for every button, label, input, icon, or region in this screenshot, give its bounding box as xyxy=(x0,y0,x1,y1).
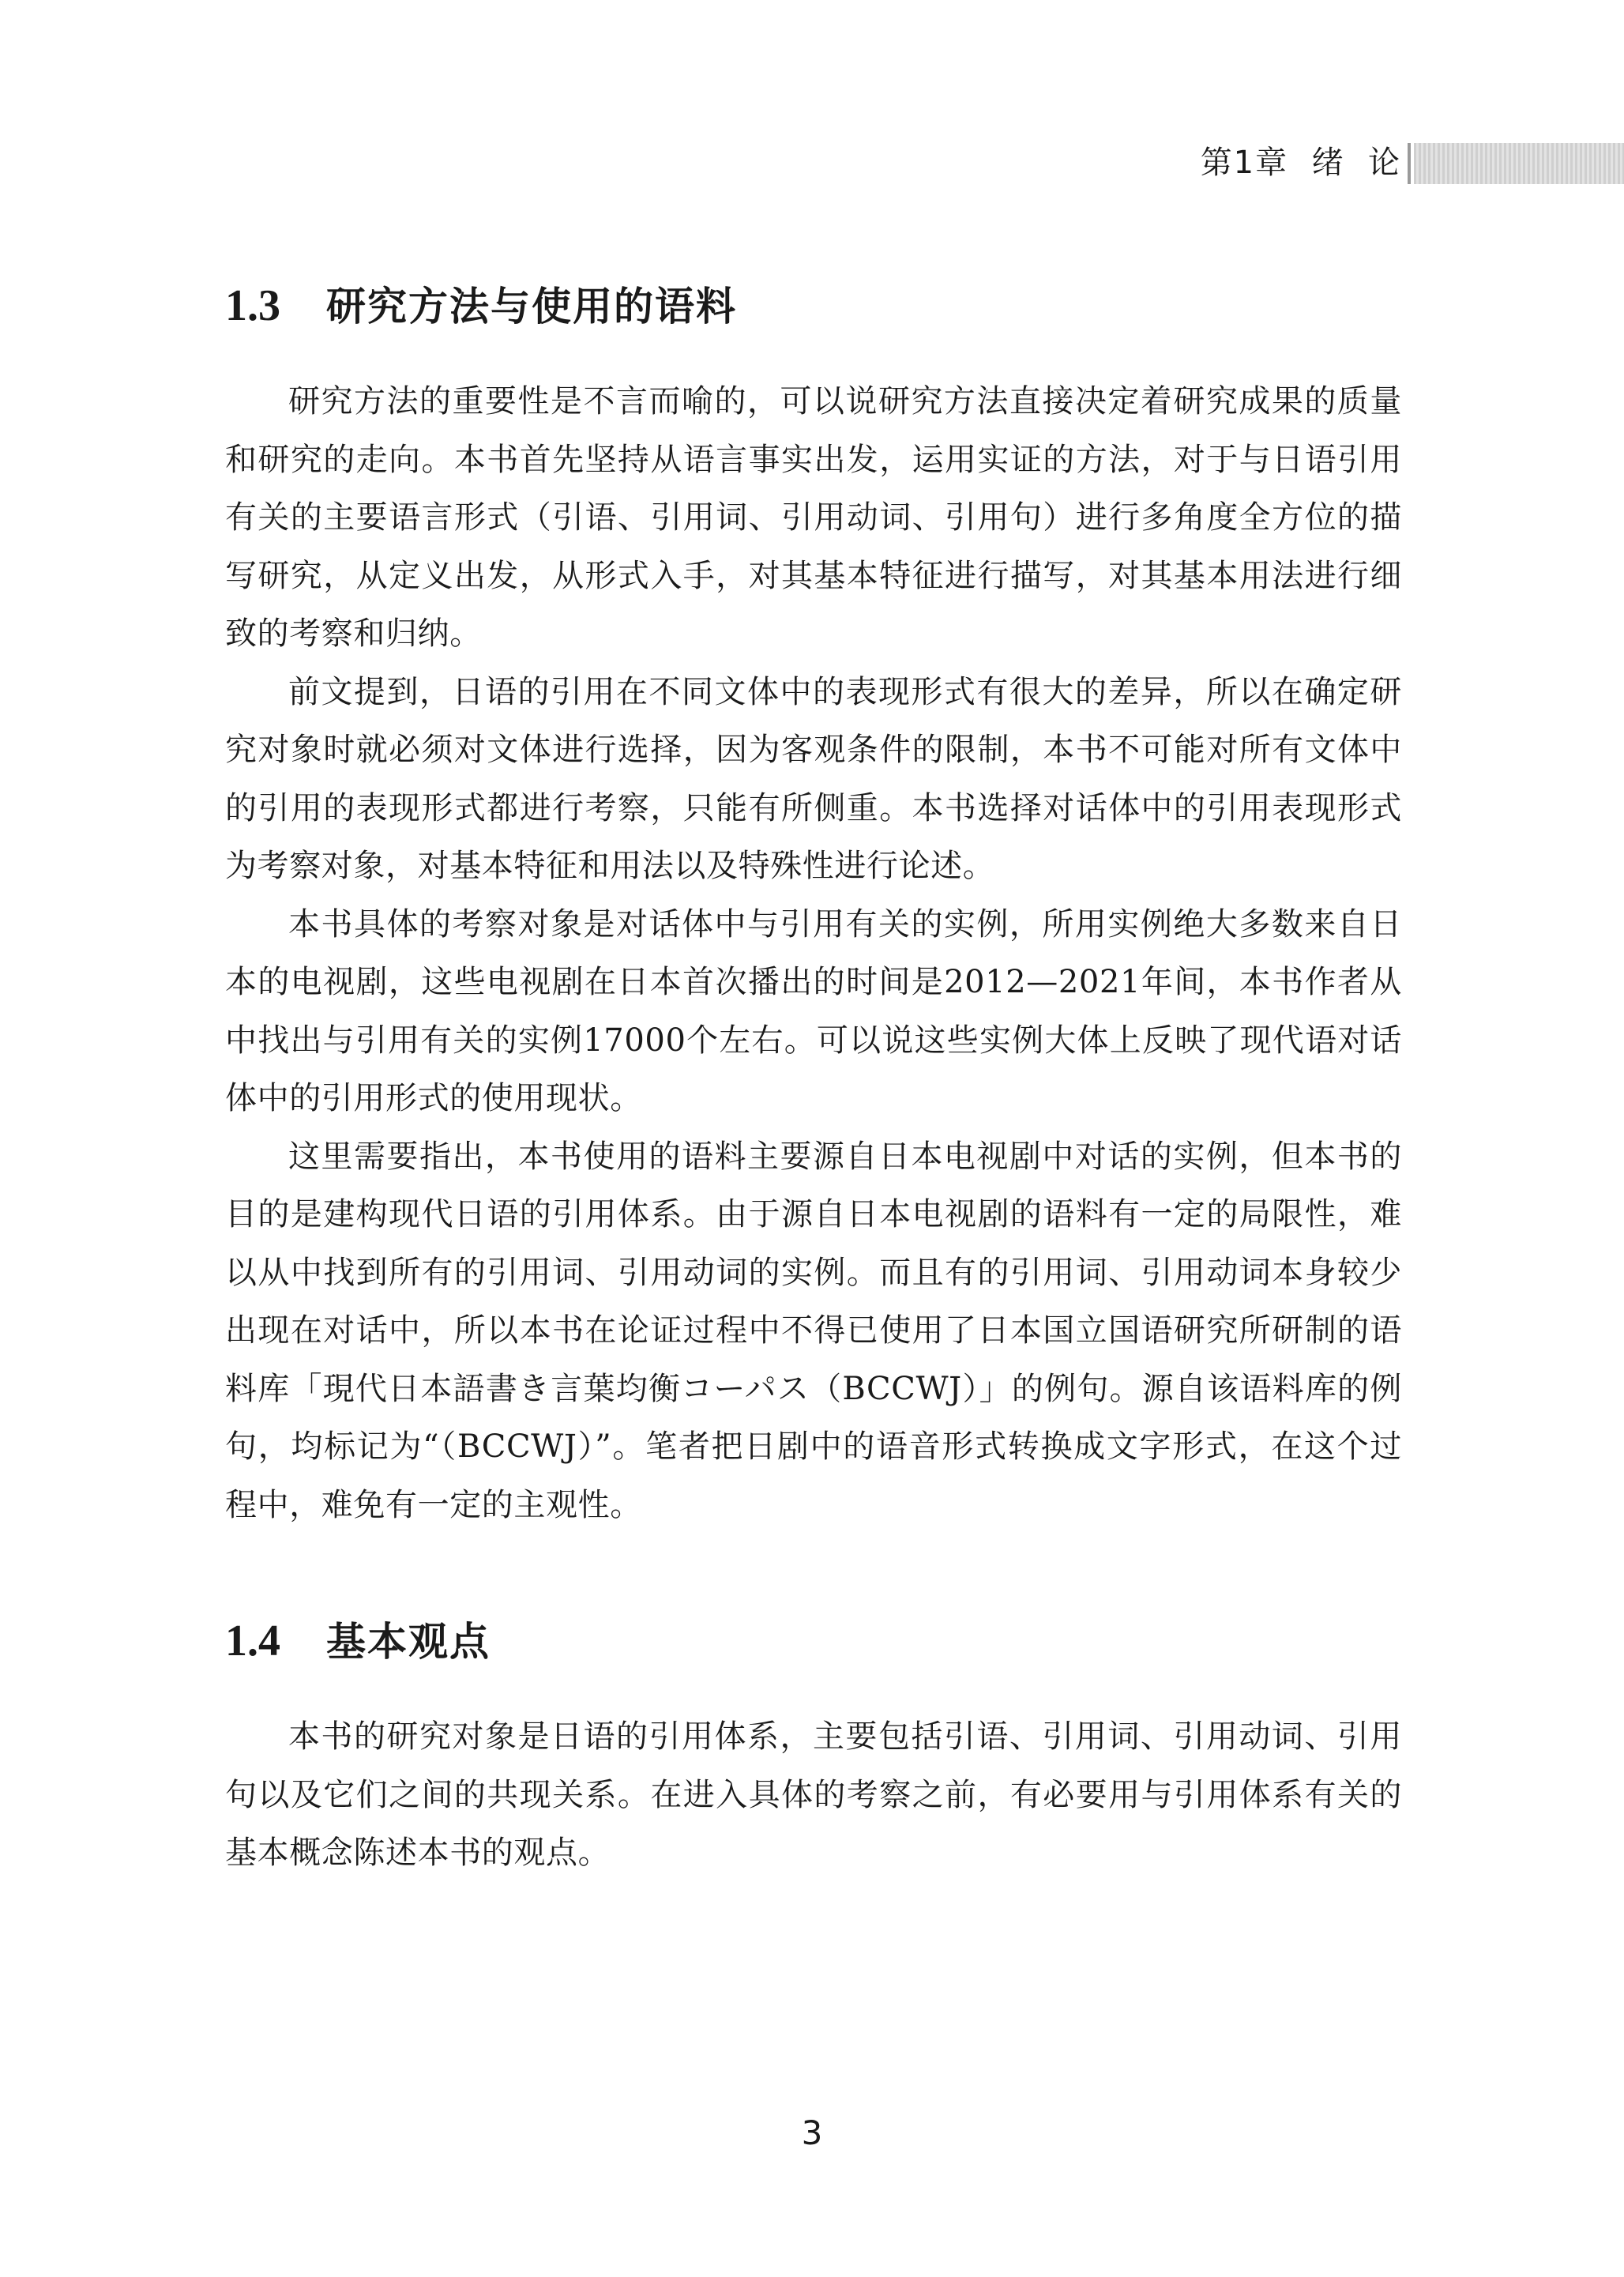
paragraph: 研究方法的重要性是不言而喻的，可以说研究方法直接决定着研究成果的质量和研究的走向。本书首先坚持从语言事实出发，运用实证的方法，对于与日语引用有关的主要语言形式（引语、引用词、引用动词、引用句）进行多角度全方位的描写研究，从定义出发，从形式入手，对其基本特征进行描写，对其基本用法进行细致的考察和归纳。 xyxy=(225,383,1402,652)
paragraph: 本书具体的考察对象是对话体中与引用有关的实例，所用实例绝大多数来自日本的电视剧，这些电视剧在日本首次播出的时间是2012—2021年间，本书作者从中找出与引用有关的实例17000个左右。可以说这些实例大体上反映了现代语对话体中的引用形式的使用现状。 xyxy=(225,905,1402,1116)
section-number: 1.3 xyxy=(225,281,280,330)
section-heading-1-3 xyxy=(225,278,737,334)
header-bar-edge xyxy=(1408,143,1411,184)
section-body-1-4 xyxy=(225,1708,1402,1883)
section-number: 1.4 xyxy=(225,1616,280,1665)
section-title: 基本观点 xyxy=(326,1619,491,1665)
running-header: 第1章 绪 论 xyxy=(1200,145,1401,181)
section-body-1-3 xyxy=(225,373,1402,1534)
header-bar xyxy=(1414,143,1624,184)
paragraph: 本书的研究对象是日语的引用体系，主要包括引语、引用词、引用动词、引用句以及它们之间的共现关系。在进入具体的考察之前，有必要用与引用体系有关的基本概念陈述本书的观点。 xyxy=(225,1718,1402,1871)
paragraph: 前文提到，日语的引用在不同文体中的表现形式有很大的差异，所以在确定研究对象时就必须对文体进行选择，因为客观条件的限制，本书不可能对所有文体中的引用的表现形式都进行考察，只能有所侧重。本书选择对话体中的引用表现形式为考察对象，对基本特征和用法以及特殊性进行论述。 xyxy=(225,673,1402,884)
page-number: 3 xyxy=(801,2113,823,2152)
paragraph: 这里需要指出，本书使用的语料主要源自日本电视剧中对话的实例，但本书的目的是建构现代日语的引用体系。由于源自日本电视剧的语料有一定的局限性，难以从中找到所有的引用词、引用动词的实例。而且有的引用词、引用动词本身较少出现在对话中，所以本书在论证过程中不得已使用了日本国立国语研究所研制的语料库「現代日本語書き言葉均衡コーパス（BCCWJ）」的例句。源自该语料库的例句，均标记为“（BCCWJ）”。笔者把日剧中的语音形式转换成文字形式，在这个过程中，难免有一定的主观性。 xyxy=(225,1138,1402,1523)
section-title: 研究方法与使用的语料 xyxy=(326,284,737,329)
section-heading-1-4 xyxy=(225,1613,491,1669)
